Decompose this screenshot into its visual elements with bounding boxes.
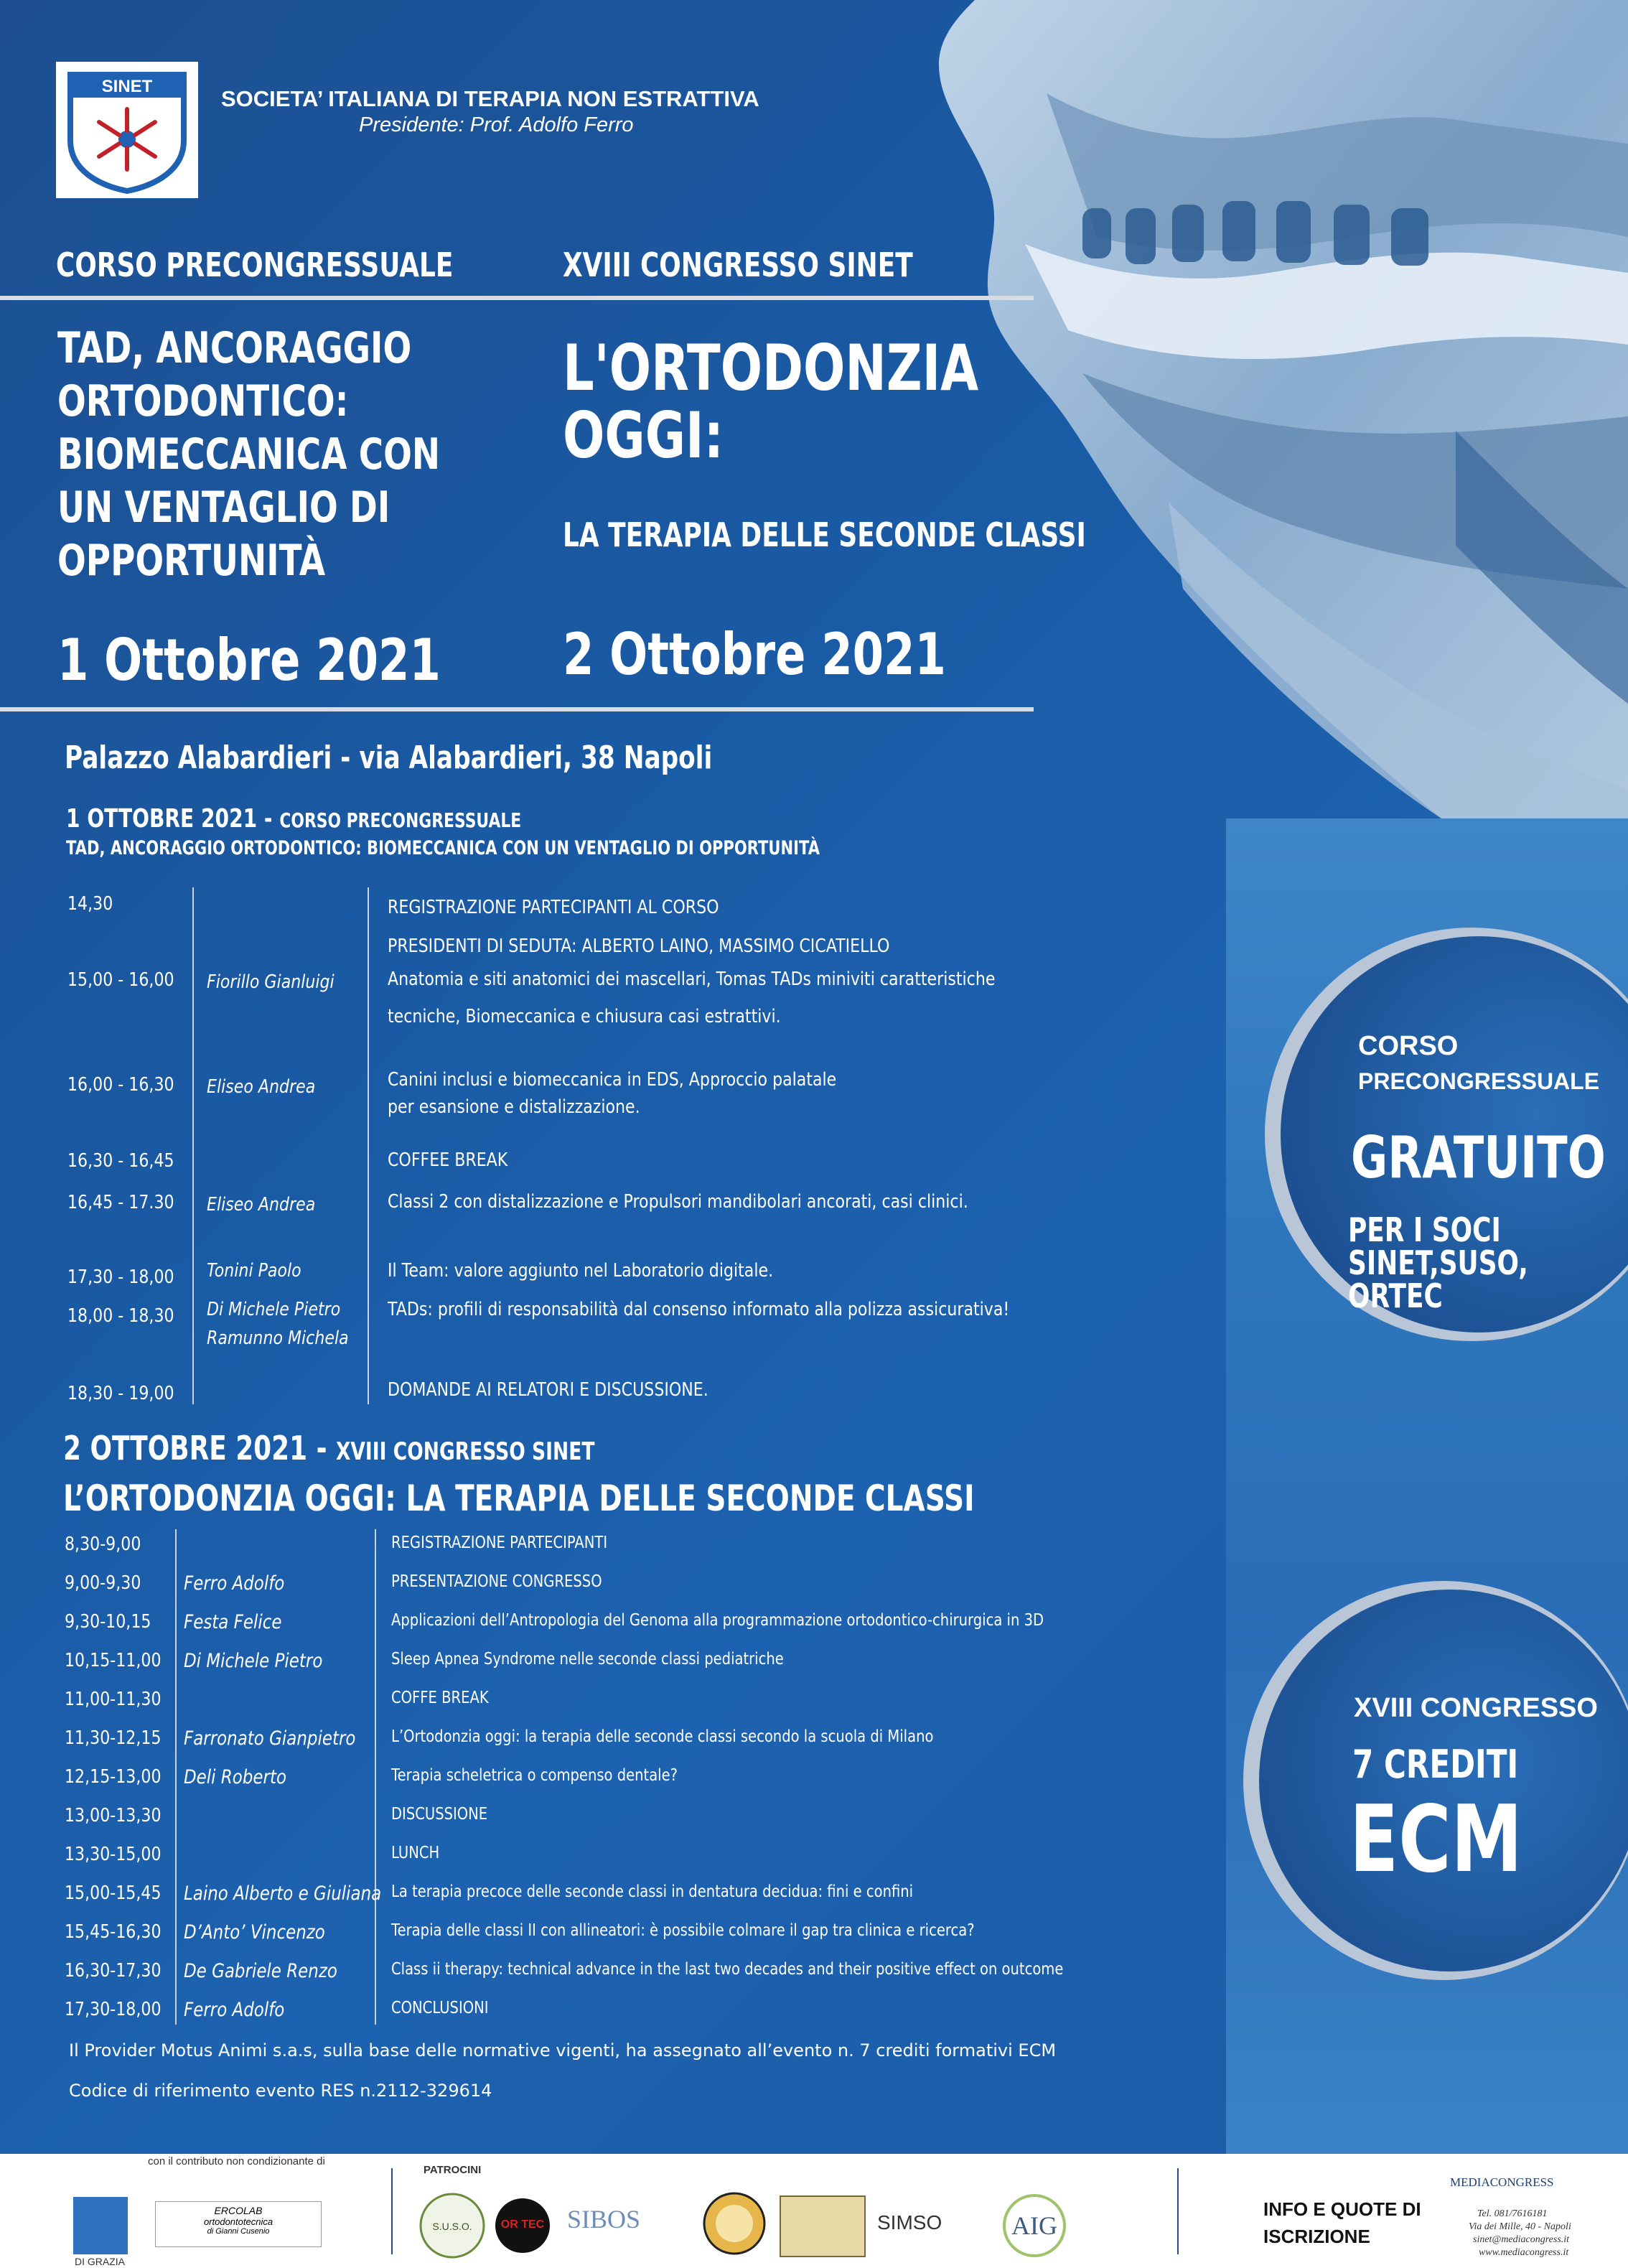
day1-divider-2	[368, 887, 369, 1404]
ortec-logo	[495, 2198, 550, 2253]
day2-row	[0, 1805, 1149, 1844]
suso-logo	[418, 2191, 487, 2260]
sibos-logo: SIBOS	[567, 2205, 641, 2234]
day2-row	[0, 1650, 1149, 1689]
day2-time: 11,00-11,30	[65, 1689, 162, 1710]
day2-subheading: L’ORTODONZIA OGGI: LA TERAPIA DELLE SECONDE CLASSI	[63, 1478, 975, 1519]
badge1-line4: PER I SOCI	[1348, 1210, 1501, 1249]
mediacongress-web: www.mediacongress.it	[1479, 2247, 1569, 2258]
society-name: SOCIETA’ ITALIANA DI TERAPIA NON ESTRATTIVA	[221, 86, 759, 111]
day2-speaker: Ferro Adolfo	[184, 1572, 285, 1595]
day2-speaker: Di Michele Pietro	[184, 1650, 323, 1672]
right-title	[563, 331, 979, 472]
logo-text: SINET	[101, 77, 153, 96]
mediacongress-name: MEDIACONGRESS	[1450, 2175, 1554, 2189]
day2-activity: Applicazioni dell’Antropologia del Genoma alla programmazione ortodontico-chirurgica in 3D	[391, 1611, 1044, 1630]
day2-time: 15,45-16,30	[65, 1921, 162, 1943]
day2-row	[0, 1999, 1149, 2038]
day1-activity: DOMANDE AI RELATORI E DISCUSSIONE.	[388, 1379, 708, 1401]
day1-speaker-2: Ramunno Michela	[207, 1327, 349, 1349]
president: Presidente: Prof. Adolfo Ferro	[359, 113, 634, 136]
day2-row	[0, 1960, 1149, 1999]
badge1-line1: CORSO	[1358, 1031, 1459, 1061]
day2-row	[0, 1882, 1149, 1921]
day1-speaker: Tonini Paolo	[207, 1260, 301, 1282]
day1-time: 18,00 - 18,30	[67, 1305, 174, 1327]
day2-activity: COFFE BREAK	[391, 1689, 489, 1707]
day2-speaker: Festa Felice	[184, 1611, 282, 1633]
sinet-logo	[56, 62, 198, 198]
right-title-line2: OGGI:	[563, 398, 724, 472]
day1-speaker: Di Michele Pietro	[207, 1299, 341, 1320]
day1-speaker: Fiorillo Gianluigi	[207, 971, 335, 993]
day2-time: 15,00-15,45	[65, 1882, 162, 1904]
day2-row	[0, 1766, 1149, 1805]
day1-activity: REGISTRAZIONE PARTECIPANTI AL CORSO	[388, 897, 719, 918]
mediacongress-email: sinet@mediacongress.it	[1473, 2234, 1570, 2245]
day2-heading	[63, 1429, 594, 1467]
day1-activity: Canini inclusi e biomeccanica in EDS, Approccio palatale	[388, 1069, 837, 1091]
info-line2: ISCRIZIONE	[1263, 2226, 1370, 2247]
day2-row	[0, 1921, 1149, 1960]
day2-speaker: Deli Roberto	[184, 1766, 286, 1788]
day1-time: 16,30 - 16,45	[67, 1150, 174, 1172]
suso-text: S.U.S.O.	[432, 2221, 472, 2232]
day1-activity: Anatomia e siti anatomici dei mascellari, Tomas TADs miniviti caratteristiche	[388, 969, 996, 990]
day1-activity: TADs: profili di responsabilità dal consenso informato alla polizza assicurativa!	[388, 1299, 1010, 1320]
badge2-line3: ECM	[1349, 1786, 1522, 1893]
day2-heading-small: XVIII CONGRESSO SINET	[335, 1437, 595, 1466]
digrazia-label: DI GRAZIA	[75, 2256, 126, 2267]
day2-row	[0, 1689, 1149, 1727]
day2-speaker: Ferro Adolfo	[184, 1999, 285, 2021]
day2-time: 9,30-10,15	[65, 1611, 151, 1633]
left-title: TAD, ANCORAGGIO ORTODONTICO: BIOMECCANICA CON UN VENTAGLIO DI OPPORTUNITÀ	[57, 323, 441, 586]
day1-heading-small: CORSO PRECONGRESSUALE	[279, 808, 522, 832]
day1-heading	[66, 804, 521, 834]
day2-activity: CONCLUSIONI	[391, 1999, 489, 2017]
day2-activity: REGISTRAZIONE PARTECIPANTI	[391, 1534, 608, 1552]
day2-row	[0, 1844, 1149, 1882]
day2-heading-main: 2 OTTOBRE 2021 -	[63, 1429, 336, 1467]
right-subtitle: LA TERAPIA DELLE SECONDE CLASSI	[563, 515, 1086, 554]
day2-row	[0, 1534, 1149, 1572]
day1-time: 14,30	[67, 893, 113, 915]
ortec-text: OR TEC	[500, 2218, 545, 2231]
day2-time: 13,30-15,00	[65, 1844, 162, 1865]
right-date: 2 Ottobre 2021	[563, 621, 946, 688]
badge1-line5: SINET,SUSO,	[1348, 1243, 1528, 1282]
divider-top	[0, 296, 1034, 300]
day2-time: 16,30-17,30	[65, 1960, 162, 1982]
day1-divider-1	[192, 887, 194, 1404]
day1-time: 15,00 - 16,00	[67, 969, 174, 991]
sido-logo	[702, 2191, 767, 2256]
aig-logo	[995, 2191, 1074, 2260]
simso-logo: SIMSO	[877, 2211, 942, 2234]
venue: Palazzo Alabardieri - via Alabardieri, 38 Napoli	[65, 739, 713, 776]
footer-separator-1	[391, 2168, 393, 2254]
day2-speaker: Laino Alberto e Giuliana	[184, 1882, 382, 1905]
day2-activity: Class ii therapy: technical advance in the last two decades and their positive effect on outcome	[391, 1960, 1064, 1979]
ercolab-logo	[155, 2201, 322, 2247]
divider-bottom	[0, 707, 1034, 711]
right-label: XVIII CONGRESSO SINET	[563, 246, 913, 284]
footer-separator-2	[1177, 2168, 1179, 2254]
day1-time: 16,00 - 16,30	[67, 1074, 174, 1096]
day2-activity: DISCUSSIONE	[391, 1805, 488, 1824]
day1-time: 17,30 - 18,00	[67, 1266, 174, 1288]
badge1-line6: ORTEC	[1348, 1277, 1443, 1315]
day1-speaker: Eliseo Andrea	[207, 1076, 316, 1098]
day2-activity: Sleep Apnea Syndrome nelle seconde classi pediatriche	[391, 1650, 784, 1669]
footer-contrib-label: con il contributo non condizionante di	[148, 2155, 325, 2167]
day1-subheading: TAD, ANCORAGGIO ORTODONTICO: BIOMECCANICA CON UN VENTAGLIO DI OPPORTUNITÀ	[66, 837, 820, 859]
aig-text: AIG	[1011, 2211, 1057, 2240]
day1-activity: Classi 2 con distalizzazione e Propulsori mandibolari ancorati, casi clinici.	[388, 1191, 968, 1213]
ercolab-sub: ortodontotecnica	[203, 2216, 273, 2227]
academic-society-logo	[780, 2195, 866, 2257]
day2-activity: La terapia precoce delle seconde classi in dentatura decidua: fini e confini	[391, 1882, 914, 1901]
day2-time: 12,15-13,00	[65, 1766, 162, 1788]
ercolab-owner: di Gianni Cusenio	[207, 2227, 270, 2236]
day2-time: 9,00-9,30	[65, 1572, 141, 1594]
day1-time: 16,45 - 17.30	[67, 1192, 174, 1213]
badge2-line1: XVIII CONGRESSO	[1354, 1693, 1598, 1723]
day2-activity: L’Ortodonzia oggi: la terapia delle seconde classi secondo la scuola di Milano	[391, 1727, 934, 1746]
left-label: CORSO PRECONGRESSUALE	[56, 246, 454, 284]
day1-activity: Il Team: valore aggiunto nel Laboratorio digitale.	[388, 1260, 774, 1282]
day2-activity: LUNCH	[391, 1844, 440, 1862]
day1-speaker: Eliseo Andrea	[207, 1194, 316, 1215]
day2-row	[0, 1727, 1149, 1766]
day1-activity-cont: per esansione e distalizzazione.	[388, 1096, 640, 1118]
day2-row	[0, 1611, 1149, 1650]
day2-time: 11,30-12,15	[65, 1727, 162, 1749]
mediacongress-address: Via dei Mille, 40 - Napoli	[1469, 2221, 1571, 2232]
left-date: 1 Ottobre 2021	[57, 627, 441, 694]
day2-row	[0, 1572, 1149, 1611]
mediacongress-tel: Tel. 081/7616181	[1477, 2208, 1548, 2219]
right-title-line1: L'ORTODONZIA	[563, 331, 979, 405]
footer-patrocini-label: PATROCINI	[424, 2164, 482, 2176]
day2-speaker: Farronato Gianpietro	[184, 1727, 356, 1750]
day2-activity: Terapia scheletrica o compenso dentale?	[391, 1766, 678, 1785]
day2-time: 10,15-11,00	[65, 1650, 162, 1671]
badge1-line2: PRECONGRESSUALE	[1358, 1068, 1600, 1094]
badge2-line2: 7 CREDITI	[1352, 1742, 1519, 1787]
ercolab-name: ERCOLAB	[214, 2205, 263, 2216]
day2-time: 13,00-13,30	[65, 1805, 162, 1826]
day1-activity: COFFEE BREAK	[388, 1149, 508, 1171]
badge1-line3: GRATUITO	[1351, 1124, 1606, 1191]
day2-speaker: De Gabriele Renzo	[184, 1960, 337, 1982]
info-line1: INFO E QUOTE DI	[1263, 2198, 1421, 2220]
footer	[0, 2154, 1628, 2268]
event-code: Codice di riferimento evento RES n.2112-329614	[69, 2081, 492, 2101]
day2-activity: PRESENTAZIONE CONGRESSO	[391, 1572, 602, 1591]
day2-speaker: D’Anto’ Vincenzo	[184, 1921, 325, 1943]
day1-activity-cont: tecniche, Biomeccanica e chiusura casi estrattivi.	[388, 1006, 781, 1027]
day1-heading-main: 1 OTTOBRE 2021 -	[66, 804, 280, 834]
day2-time: 17,30-18,00	[65, 1999, 162, 2020]
day1-time: 18,30 - 19,00	[67, 1383, 174, 1404]
digrazia-logo	[73, 2197, 128, 2254]
day2-activity: Terapia delle classi II con allineatori: è possibile colmare il gap tra clinica e ricerca?	[391, 1921, 975, 1940]
day1-activity: PRESIDENTI DI SEDUTA: ALBERTO LAINO, MASSIMO CICATIELLO	[388, 935, 890, 957]
provider-note: Il Provider Motus Animi s.a.s, sulla base delle normative vigenti, ha assegnato all’evento n. 7 crediti formativi ECM	[69, 2040, 1057, 2061]
day2-time: 8,30-9,00	[65, 1534, 141, 1555]
